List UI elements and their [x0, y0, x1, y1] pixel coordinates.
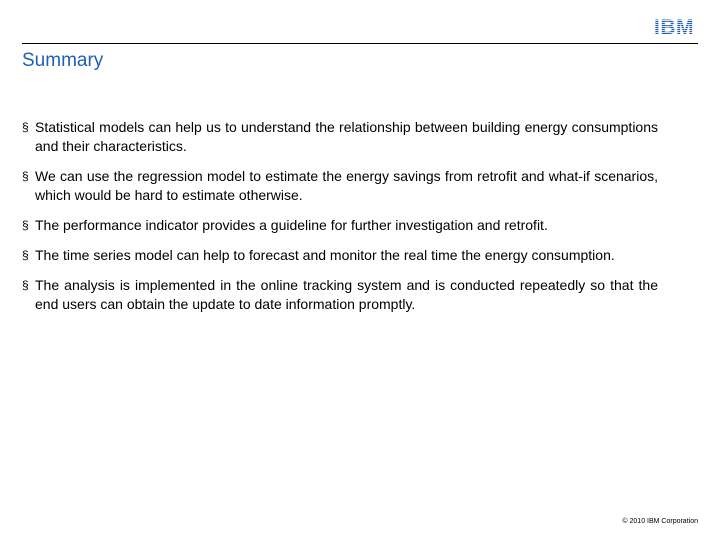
bullet-text: Statistical models can help us to understand the relationship between building energy consumptions and their characteristics. [35, 119, 658, 154]
bullet-text: The time series model can help to forecast and monitor the real time the energy consumption. [35, 247, 615, 263]
copyright-footer: © 2010 IBM Corporation [622, 518, 698, 525]
bullet-list [22, 118, 658, 325]
bullet-text: The performance indicator provides a guideline for further investigation and retrofit. [35, 217, 548, 233]
bullet-marker: § [22, 278, 29, 292]
bullet-marker: § [22, 248, 29, 262]
list-item [22, 118, 658, 156]
bullet-text: The analysis is implemented in the online tracking system and is conducted repeatedly so that the end users can obtain the update to date information promptly. [35, 277, 658, 312]
page-title: Summary [22, 50, 104, 71]
ibm-logo-text: IBM [654, 17, 694, 37]
bullet-marker: § [22, 120, 29, 134]
bullet-text: We can use the regression model to estimate the energy savings from retrofit and what-if scenarios, which would be hard to estimate otherwise. [35, 168, 658, 203]
list-item [22, 216, 658, 235]
bullet-marker: § [22, 218, 29, 232]
bullet-marker: § [22, 169, 29, 183]
list-item [22, 246, 658, 265]
list-item [22, 276, 658, 314]
list-item [22, 167, 658, 205]
header-rule [22, 43, 698, 44]
ibm-logo [650, 17, 698, 37]
